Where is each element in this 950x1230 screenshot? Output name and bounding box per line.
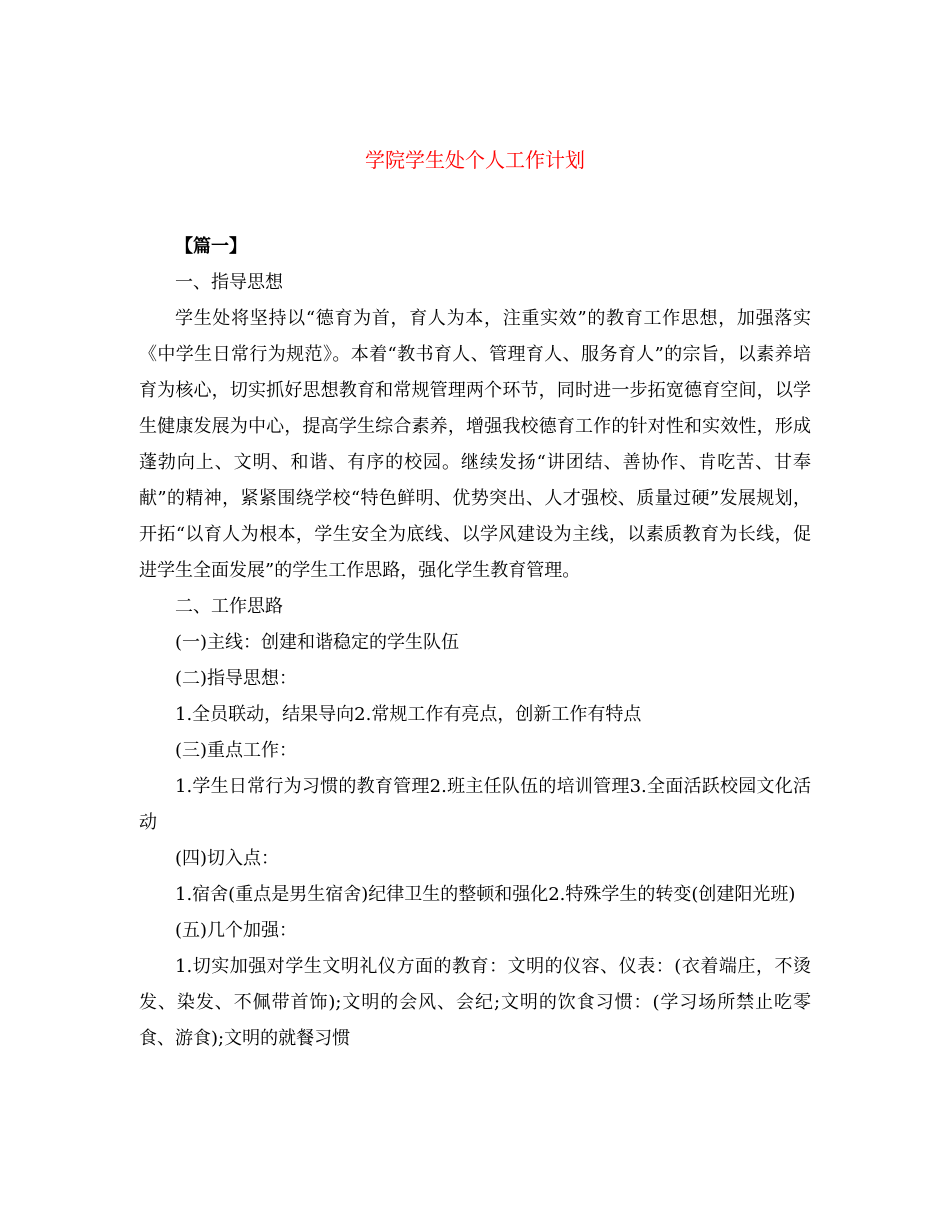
heading-guiding-ideology: 一、指导思想 — [175, 272, 283, 293]
item-guiding-thought: (二)指导思想： — [175, 668, 298, 689]
heading-work-approach: 二、工作思路 — [175, 596, 283, 617]
item-strengthening-detail: 1.切实加强对学生文明礼仪方面的教育：文明的仪容、仪表：(衣着端庄，不烫发、染发、不佩带首饰);文明的会风、会纪;文明的饮食习惯：(学习场所禁止吃零食、游食);文明的就餐习惯 — [139, 956, 811, 1049]
document-title: 学院学生处个人工作计划 — [365, 148, 585, 172]
document-body — [139, 229, 811, 1057]
item-entry-point-detail: 1.宿舍(重点是男生宿舍)纪律卫生的整顿和强化2.特殊学生的转变(创建阳光班) — [175, 884, 796, 905]
item-key-work: (三)重点工作： — [175, 740, 298, 761]
section-label: 【篇一】 — [175, 236, 247, 257]
paragraph-guiding-ideology: 学生处将坚持以“德育为首，育人为本，注重实效”的教育工作思想，加强落实《中学生日常行为规范》。本着“教书育人、管理育人、服务育人”的宗旨，以素养培育为核心，切实抓好思想教育和常规管理两个环节，同时进一步拓宽德育空间，以学生健康发展为中心，提高学生综合素养，增强我校德育工作的针对性和实效性，形成蓬勃向上、文明、和谐、有序的校园。继续发扬“讲团结、善协作、肯吃苦、甘奉献”的精神，紧紧围绕学校“特色鲜明、优势突出、人才强校、质量过硬”发展规划，开拓“以育人为根本，学生安全为底线、以学风建设为主线，以素质教育为长线，促进学生全面发展”的学生工作思路，强化学生教育管理。 — [139, 308, 811, 581]
item-main-line: (一)主线：创建和谐稳定的学生队伍 — [175, 632, 460, 653]
item-strengthening: (五)几个加强： — [175, 920, 298, 941]
item-guiding-thought-detail: 1.全员联动，结果导向2.常规工作有亮点，创新工作有特点 — [175, 704, 642, 725]
item-entry-point: (四)切入点： — [175, 848, 280, 869]
item-key-work-detail: 1.学生日常行为习惯的教育管理2.班主任队伍的培训管理3.全面活跃校园文化活动 — [139, 776, 811, 833]
